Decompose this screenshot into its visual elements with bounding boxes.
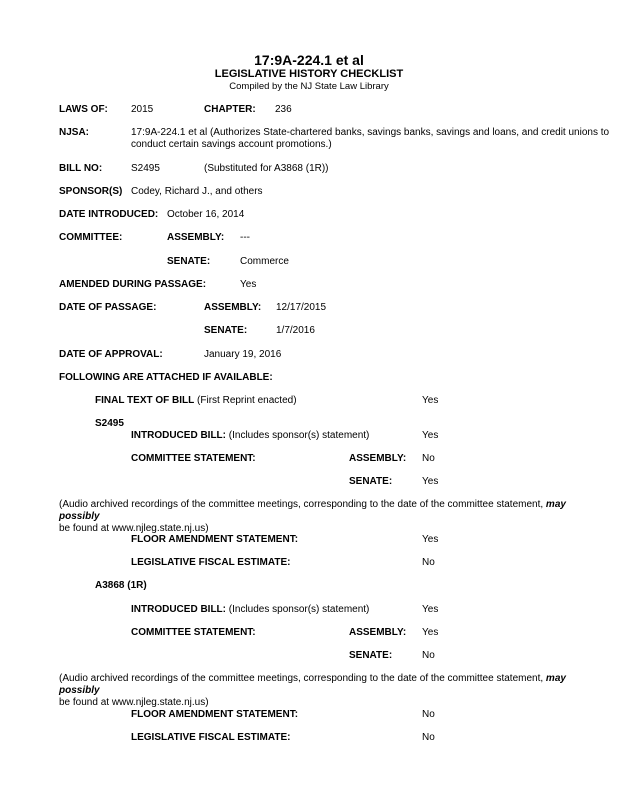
sponsors-value: Codey, Richard J., and others [131,186,263,197]
njsa-label: NJSA: [59,127,90,138]
amended-label: AMENDED DURING PASSAGE: [59,279,207,290]
a3868-introduced-note: (Includes sponsor(s) statement) [226,604,370,615]
a3868-floor-value: No [422,709,435,720]
final-text-value: Yes [422,395,439,406]
committee-senate-label: SENATE: [167,256,211,267]
passage-assembly-value: 12/17/2015 [276,302,327,313]
laws-of-value: 2015 [131,104,154,115]
attached-heading: FOLLOWING ARE ATTACHED IF AVAILABLE: [59,372,273,383]
final-text-label: FINAL TEXT OF BILL [95,395,195,406]
a3868-heading: A3868 (1R) [95,580,147,591]
chapter-label: CHAPTER: [204,104,256,115]
s2495-heading: S2495 [95,418,124,429]
a3868-audio-note: (Audio archived recordings of the committee meetings, corresponding to the date of the committee statement, may possibly be found at www.njleg.state.nj.us) [59,673,566,708]
date-introduced-value: October 16, 2014 [167,209,245,220]
date-of-approval-label: DATE OF APPROVAL: [59,349,163,360]
a3868-senate-value: No [422,650,435,661]
date-introduced-label: DATE INTRODUCED: [59,209,159,220]
s2495-floor-value: Yes [422,534,439,545]
sponsors-label: SPONSOR(S) [59,186,123,197]
a3868-committee-label: COMMITTEE STATEMENT: [131,627,256,638]
date-of-passage-label: DATE OF PASSAGE: [59,302,157,313]
page-subtitle: LEGISLATIVE HISTORY CHECKLIST [214,68,404,80]
passage-assembly-label: ASSEMBLY: [204,302,262,313]
committee-senate-value: Commerce [240,256,289,267]
s2495-introduced-label: INTRODUCED BILL: [131,430,226,441]
bill-no-label: BILL NO: [59,163,103,174]
a3868-fiscal-value: No [422,732,435,743]
a3868-introduced-row [131,604,369,616]
s2495-senate-value: Yes [422,476,439,487]
s2495-fiscal-value: No [422,557,435,568]
s2495-assembly-label: ASSEMBLY: [349,453,407,464]
compiled-by: Compiled by the NJ State Law Library [229,81,389,92]
s2495-fiscal-label: LEGISLATIVE FISCAL ESTIMATE: [131,557,291,568]
passage-senate-value: 1/7/2016 [276,325,315,336]
a3868-senate-label: SENATE: [349,650,393,661]
njsa-line1: 17:9A-224.1 et al (Authorizes State-chartered banks, savings banks, savings and loans, and credit unions to [131,127,610,138]
a3868-assembly-value: Yes [422,627,439,638]
committee-label: COMMITTEE: [59,232,123,243]
final-text-row [95,395,297,407]
date-of-approval-value: January 19, 2016 [204,349,282,360]
a3868-assembly-label: ASSEMBLY: [349,627,407,638]
a3868-introduced-value: Yes [422,604,439,615]
s2495-audio-note: (Audio archived recordings of the committee meetings, corresponding to the date of the committee statement, may possibly be found at www.njleg.state.nj.us) [59,499,566,534]
s2495-introduced-row [131,430,369,442]
a3868-fiscal-label: LEGISLATIVE FISCAL ESTIMATE: [131,732,291,743]
s2495-senate-label: SENATE: [349,476,393,487]
laws-of-label: LAWS OF: [59,104,108,115]
passage-senate-label: SENATE: [204,325,248,336]
njsa-line2: conduct certain savings account promotions.) [131,139,332,150]
final-text-note: (First Reprint enacted) [194,395,297,406]
chapter-value: 236 [275,104,292,115]
s2495-committee-label: COMMITTEE STATEMENT: [131,453,256,464]
s2495-introduced-note: (Includes sponsor(s) statement) [226,430,370,441]
amended-value: Yes [240,279,257,290]
s2495-assembly-value: No [422,453,435,464]
bill-no-value: S2495 [131,163,160,174]
a3868-introduced-label: INTRODUCED BILL: [131,604,226,615]
bill-no-note: (Substituted for A3868 (1R)) [204,163,329,174]
a3868-floor-label: FLOOR AMENDMENT STATEMENT: [131,709,299,720]
committee-assembly-label: ASSEMBLY: [167,232,225,243]
s2495-floor-label: FLOOR AMENDMENT STATEMENT: [131,534,299,545]
page-title: 17:9A-224.1 et al [254,52,364,68]
committee-assembly-value: --- [240,232,250,243]
s2495-introduced-value: Yes [422,430,439,441]
